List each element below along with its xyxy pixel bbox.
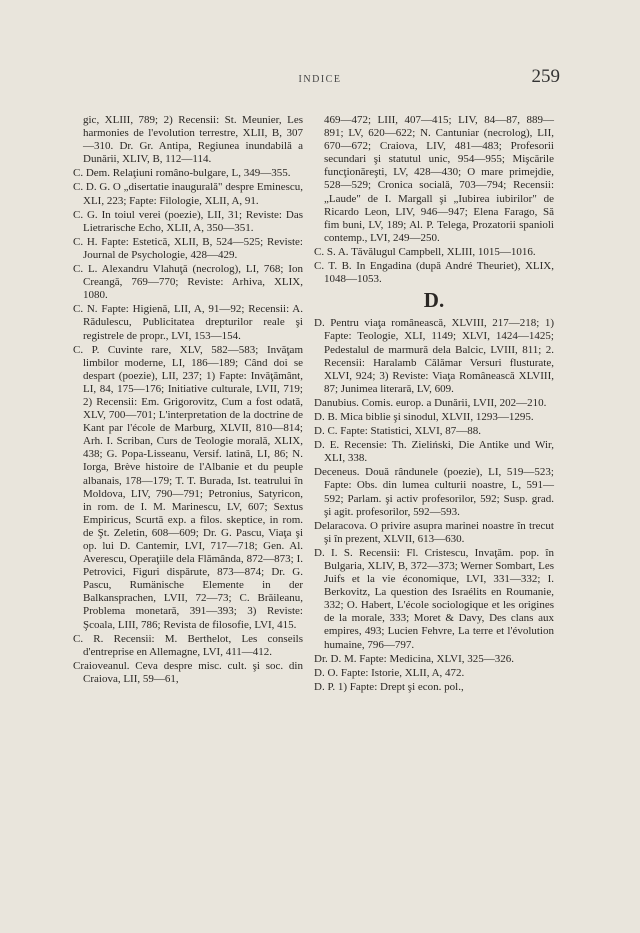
index-entry: C. P. Cuvinte rare, XLV, 582—583; Invăţam limbilor moderne, LI, 186—189; Când doi se despart (poezie), LII, 237; 1) Fapte: Invăţământ, LI, 84, 175—176; Initiative culturale, LVII, 719; 2) Recensii: Em. Grigorovitz, Cum a fost odată, XLV, 700—701; L'interpretation de la doctrine de Kant par l'école de Marburg, XLVII, 810—814; Arh. I. Scriban, Curs de Teologie morală, XLIX, 438; G. Popa-Lisseanu, Versif. latină, LI, 86; N. Iorga, Brève histoire de l'Albanie et du peuple albanais, 178—179; T. T. Burada, Ist. teatrului în Moldova, LIV, 790—791; Petronius, Satyricon, in rom. de I. M. Marinescu, LV, 607; Sextus Empiricus, Scurtă exp. a filos. skeptice, in rom. de Şt. Zeletin, 608—609; Dr. G. Pascu, Viaţa şi op. lui D. Cantemir, LVI, 717—718; Gen. Al. Averescu, Operaţiile dela Flămânda, 872—873; I. Petrovici, Figuri dispărute, 873—874; Dr. G. Pascu, Rumänische Elemente in der Balkansprachen, LVII, 72—73; C. Brăileanu, Problema monetară, 391—393; 3) Reviste: Şcoala, LIII, 786; Revista de filosofie, LVI, 415. (73, 343, 303, 631)
index-entry: Dr. D. M. Fapte: Medicina, XLVI, 325—326. (314, 652, 515, 665)
index-entry: D. P. 1) Fapte: Drept şi econ. pol., (314, 680, 464, 693)
index-entry: gic, XLIII, 789; 2) Recensii: St. Meunier, Les harmonies de l'evolution terrestre, XLII, B, 307—310. Dr. Gr. Antipa, Regiunea inundabilă a Dunării, XLIV, B, 112—114. (83, 114, 303, 166)
index-entry: Delaracova. O privire asupra marinei noastre în trecut şi în prezent, XLVII, 613—630. (314, 519, 554, 545)
index-entry: C. H. Fapte: Estetică, XLII, B, 524—525; Reviste: Journal de Psychologie, 428—429. (73, 235, 303, 261)
index-entry: C. N. Fapte: Higienă, LII, A, 91—92; Recensii: A. Rădulescu, Publicitatea drepturilor reale şi registrele de propr., LVI, 153—154. (73, 303, 303, 342)
index-entry: D. O. Fapte: Istorie, XLII, A, 472. (314, 666, 465, 679)
index-entry: Danubius. Comis. europ. a Dunării, LVII, 202—210. (314, 396, 547, 409)
section-letter: D. (423, 288, 445, 313)
right-column-bottom (314, 317, 554, 694)
index-entry: D. E. Recensie: Th. Zieliński, Die Antike und Wir, XLI, 338. (314, 439, 554, 465)
index-entry: C. T. B. In Engadina (după André Theuriet), XLIX, 1048—1053. (314, 260, 554, 286)
index-entry: C. S. A. Tăvălugul Campbell, XLIII, 1015—1016. (314, 245, 536, 258)
index-entry: C. D. G. O „disertatie inaugurală" despre Eminescu, XLI, 223; Fapte: Filologie, XLII, A, 91. (73, 181, 303, 207)
index-entry: D. I. S. Recensii: Fl. Cristescu, Invaţăm. pop. în Bulgaria, XLIV, B, 372—373; Werner Sombart, Les Juifs et la vie économique, LVI, 331—332; I. Berkovitz, La question des Israélits en Roumanie, 332; O. Habert, L'école sociologique et les origines de la morale, 333; Moret & Davy, Des clans aux empires, 493; Lucien Fehvre, La terre et l'évolution humaine, 796—797. (314, 546, 554, 651)
right-column (314, 114, 554, 695)
index-entry: C. R. Recensii: M. Berthelot, Les conseils d'entreprise en Allemagne, LVI, 411—412. (73, 632, 303, 658)
page-number: 259 (531, 66, 560, 87)
index-entry: Deceneus. Două rândunele (poezie), LI, 519—523; Fapte: Obs. din lumea culturii noastre, L, 591—592; Parlam. şi activ profesorilor, 592; Susp. grad. şi agit. profesorilor, 592—593. (314, 466, 554, 518)
index-entry: D. C. Fapte: Statistici, XLVI, 87—88. (314, 425, 482, 438)
index-entry: 469—472; LIII, 407—415; LIV, 84—87, 889—891; LV, 620—622; N. Cantuniar (necrolog), LII, 670—672; Craiova, LIV, 481—483; Profesorii secundari şi statutul unic, 954—955; Mişcările funcţionăreşti, LV, 428—430; O mare primejdie, 528—529; Cronica socială, 703—794; Recensii: „Laude" de I. Margall şi „Iubirea iubirilor" de Ricardo Leon, LIV, 946—947; Elena Farago, Să fim buni, LV, 189; Al. P. Telega, Prozatorii spanioli contemp., LVI, 249—250. (324, 114, 554, 244)
left-column (73, 114, 303, 687)
index-entry: C. L. Alexandru Vlahuţă (necrolog), LI, 768; Ion Creangă, 769—770; Reviste: Arhiva, XLIX, 1080. (73, 263, 303, 302)
index-entry: D. B. Mica biblie şi sinodul, XLVII, 1293—1295. (314, 410, 534, 423)
running-header: INDICE (298, 74, 342, 85)
index-entry: Craioveanul. Ceva despre misc. cult. şi soc. din Craiova, LII, 59—61, (73, 659, 303, 685)
index-entry: C. G. In toiul verei (poezie), LII, 31; Reviste: Das Lietrarische Echo, XLII, A, 350—351. (73, 208, 303, 234)
index-entry: C. Dem. Relaţiuni româno-bulgare, L, 349—355. (73, 167, 291, 180)
index-entry: D. Pentru viaţa românească, XLVIII, 217—218; 1) Fapte: Teologie, XLI, 1149; XLVI, 1424—1425; Pedestalul de marmură dela Balcic, LVIII, 811; 2. Recensii: Haralamb Călămar Versuri flusturate, XLVI, 924; 3) Reviste: Viaţa Românească XLVIII, 87; Junimea literară, LV, 609. (314, 317, 554, 395)
right-column-top (314, 114, 554, 286)
